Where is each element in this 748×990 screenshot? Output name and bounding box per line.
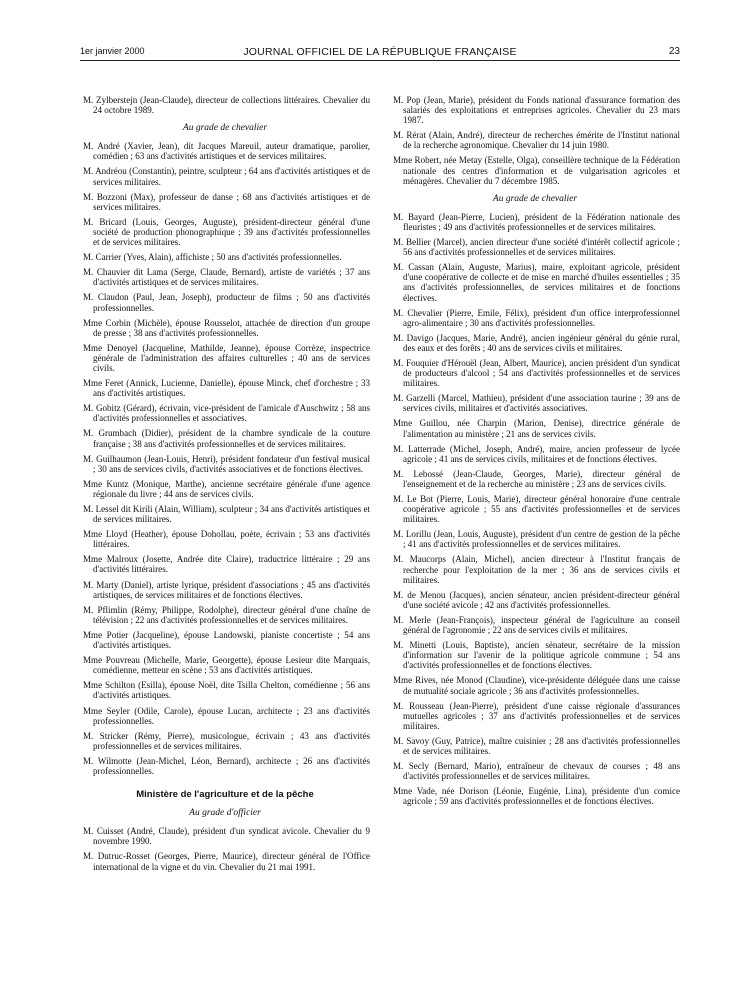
- list-entry: M. Zylberstejn (Jean-Claude), directeur de collections littéraires. Chevalier du 24 octobre 1989.: [83, 95, 370, 116]
- list-entry: Mme Corbin (Michèle), épouse Rousselot, attachée de direction d'un groupe de presse ; 38 ans d'activités professionnelles.: [83, 317, 370, 338]
- list-entry: M. de Menou (Jacques), ancien sénateur, ancien président-directeur général d'une société avicole ; 42 ans d'activités professionnelles.: [393, 589, 680, 610]
- list-entry: M. Grumbach (Didier), président de la chambre syndicale de la couture française ; 38 ans d'activités professionnelles et de services militaires.: [83, 428, 370, 449]
- list-entry: M. Bricard (Louis, Georges, Auguste), président-directeur général d'une société de production phonographique ; 39 ans d'activités professionnelles et de services militaires.: [83, 216, 370, 248]
- section-subheading: Au grade d'officier: [189, 808, 261, 819]
- list-entry: M. Fouquier d'Hérouël (Jean, Albert, Maurice), ancien président d'un syndicat de producteurs d'alcool ; 54 ans d'activités professionnelles et de services militaires.: [393, 357, 680, 389]
- left-column: [80, 95, 370, 877]
- list-entry: Mme Malroux (Josette, Andrée dite Claire), traductrice littéraire ; 29 ans d'activités littéraires.: [83, 554, 370, 575]
- left-officier-list: [80, 826, 370, 871]
- list-entry: Mme Pouvreau (Michelle, Marie, Georgette), épouse Lesieur dite Marquais, comédienne, metteur en scène ; 53 ans d'activités artistiques.: [83, 655, 370, 676]
- right-officier-list: [390, 95, 680, 186]
- list-entry: M. Chauvier dit Lama (Serge, Claude, Bernard), artiste de variétés ; 37 ans d'activités artistiques et de services militaires.: [83, 267, 370, 288]
- list-entry: M. Latterrade (Michel, Joseph, André), maire, ancien professeur de lycée agricole ; 41 ans de services civils, militaires et de fonctions électives.: [393, 443, 680, 464]
- list-entry: M. Pflimlin (Rémy, Philippe, Rodolphe), directeur général d'une chaîne de télévision ; 22 ans d'activités professionnelles et de services militaires.: [83, 604, 370, 625]
- list-entry: M. Stricker (Rémy, Pierre), musicologue, écrivain ; 43 ans d'activités professionnelles et de services militaires.: [83, 730, 370, 751]
- list-entry: M. Andréou (Constantin), peintre, sculpteur ; 64 ans d'activités artistiques et de services militaires.: [83, 166, 370, 187]
- list-entry: M. Rousseau (Jean-Pierre), président d'une caisse régionale d'assurances mutuelles agricoles ; 37 ans d'activités professionnelles et de services militaires.: [393, 700, 680, 731]
- list-entry: Mme Potier (Jacqueline), épouse Landowski, pianiste concertiste ; 54 ans d'activités artistiques.: [83, 629, 370, 651]
- list-entry: M. Bellier (Marcel), ancien directeur d'une société d'intérêt collectif agricole ; 56 ans d'activités professionnelles et de services militaires.: [393, 237, 680, 258]
- list-entry: Mme Feret (Annick, Lucienne, Danielle), épouse Minck, chef d'orchestre ; 33 ans d'activités artistiques.: [83, 378, 370, 399]
- list-entry: M. Bayard (Jean-Pierre, Lucien), président de la Fédération nationale des fleuristes ; 49 ans d'activités professionnelles et de services militaires.: [393, 211, 680, 232]
- list-entry: M. Lorillu (Jean, Louis, Auguste), président d'un centre de gestion de la pêche ; 41 ans d'activités professionnelles et de services militaires.: [393, 529, 680, 550]
- list-entry: M. Maucorps (Alain, Michel), ancien directeur à l'Institut français de recherche pour l'exploitation de la mer ; 36 ans de services civils et militaires.: [393, 554, 680, 585]
- list-entry: M. André (Xavier, Jean), dit Jacques Mareuil, auteur dramatique, parolier, comédien ; 63 ans d'activités artistiques et de services militaires.: [83, 141, 370, 162]
- list-entry: M. Bozzoni (Max), professeur de danse ; 68 ans d'activités artistiques et de services militaires.: [83, 191, 370, 212]
- header-date: 1er janvier 2000: [80, 46, 145, 56]
- list-entry: M. Lebossé (Jean-Claude, Georges, Marie), directeur général de l'enseignement et de la recherche au ministère ; 23 ans de services civils.: [393, 468, 680, 489]
- page-header: [80, 46, 680, 61]
- left-intro: [80, 95, 370, 115]
- list-entry: M. Cuisset (André, Claude), président d'un syndicat avicole. Chevalier du 9 novembre 1990.: [83, 826, 370, 847]
- list-entry: M. Secly (Bernard, Mario), entraîneur de chevaux de courses ; 48 ans d'activités professionnelles et de services militaires.: [393, 761, 680, 782]
- header-title: JOURNAL OFFICIEL DE LA RÉPUBLIQUE FRANÇAISE: [243, 46, 517, 58]
- page-number: 23: [668, 46, 680, 57]
- list-entry: M. Guilhaumon (Jean-Louis, Henri), président fondateur d'un festival musical ; 30 ans de services civils, d'activités associatives et de fonctions électives.: [83, 453, 370, 474]
- list-entry: M. Davigo (Jacques, Marie, André), ancien ingénieur général du génie rural, des eaux et des forêts ; 40 ans de services civils et militaires.: [393, 332, 680, 353]
- section-subheading: Au grade de chevalier: [492, 193, 578, 204]
- list-entry: M. Wilmotte (Jean-Michel, Léon, Bernard), architecte ; 26 ans d'activités professionnelles.: [83, 755, 370, 776]
- list-entry: Mme Guillou, née Charpin (Marion, Denise), directrice générale de l'alimentation au ministère ; 21 ans de services civils.: [393, 418, 680, 439]
- list-entry: M. Gobitz (Gérard), écrivain, vice-président de l'amicale d'Auschwitz ; 58 ans d'activités professionnelles et associatives.: [83, 403, 370, 424]
- list-entry: M. Chevalier (Pierre, Emile, Félix), président d'un office interprofessionnel agro-alimentaire ; 30 ans d'activités professionnelles.: [393, 307, 680, 328]
- list-entry: Mme Robert, née Metay (Estelle, Olga), conseillère technique de la Fédération nationale des centres d'information et de vulgarisation agricoles et ménagères. Chevalier du 7 décembre 1985.: [393, 155, 680, 186]
- ministry-heading: Ministère de l'agriculture et de la pêche: [136, 789, 314, 801]
- list-entry: M. Savoy (Guy, Patrice), maître cuisinier ; 28 ans d'activités professionnelles et de services militaires.: [393, 735, 680, 756]
- list-entry: M. Cassan (Alain, Auguste, Marius), maire, exploitant agricole, président d'une coopérative de collecte et de mise en marché d'huiles essentielles ; 35 ans d'activités professionnelles, de services militaires et de fonctions électives.: [393, 262, 680, 303]
- list-entry: Mme Denoyel (Jacqueline, Mathilde, Jeanne), épouse Corrèze, inspectrice générale de l'administration des affaires culturelles ; 40 ans de services civils.: [83, 342, 370, 373]
- section-subheading: Au grade de chevalier: [182, 123, 268, 134]
- list-entry: M. Merle (Jean-François), inspecteur général de l'agriculture au conseil général de l'agronomie ; 22 ans de services civils et militaires.: [393, 614, 680, 636]
- list-entry: Mme Vade, née Dorison (Léonie, Eugénie, Lina), présidente d'un comice agricole ; 59 ans d'activités professionnelles et de fonctions électives.: [393, 786, 680, 807]
- list-entry: Mme Rives, née Monod (Claudine), vice-présidente déléguée dans une caisse de mutualité sociale agricole ; 36 ans d'activités professionnelles.: [393, 675, 680, 696]
- list-entry: Mme Seyler (Odile, Carole), épouse Lucan, architecte ; 23 ans d'activités professionnelles.: [83, 705, 370, 726]
- right-chevalier-list: [390, 212, 680, 807]
- list-entry: Mme Kuntz (Monique, Marthe), ancienne secrétaire générale d'une agence régionale du livre ; 44 ans de services civils.: [83, 478, 370, 499]
- right-column: [390, 95, 680, 811]
- list-entry: M. Minetti (Louis, Baptiste), ancien sénateur, secrétaire de la mission d'information sur l'avenir de la politique agricole commune ; 54 ans d'activités professionnelles et de fonctions électives.: [393, 640, 680, 671]
- list-entry: M. Rérat (Alain, André), directeur de recherches émérite de l'Institut national de la recherche agronomique. Chevalier du 14 juin 1980.: [393, 130, 680, 151]
- list-entry: M. Claudon (Paul, Jean, Joseph), producteur de films ; 50 ans d'activités professionnelles.: [83, 292, 370, 313]
- list-entry: Mme Lloyd (Heather), épouse Dohollau, poète, écrivain ; 53 ans d'activités littéraires.: [83, 529, 370, 550]
- list-entry: M. Le Bot (Pierre, Louis, Marie), directeur général honoraire d'une centrale coopérative agricole ; 55 ans d'activités professionnelles et de services militaires.: [393, 494, 680, 525]
- list-entry: M. Lessel dit Kirili (Alain, William), sculpteur ; 34 ans d'activités artistiques et de services militaires.: [83, 504, 370, 525]
- left-chevalier-list: [80, 141, 370, 776]
- list-entry: M. Carrier (Yves, Alain), affichiste ; 50 ans d'activités professionnelles.: [83, 252, 342, 263]
- list-entry: M. Marty (Daniel), artiste lyrique, président d'associations ; 45 ans d'activités artistiques, de services militaires et de fonctions électives.: [83, 579, 370, 600]
- list-entry: M. Dutruc-Rosset (Georges, Pierre, Maurice), directeur général de l'Office international de la vigne et du vin. Chevalier du 21 mai 1991.: [83, 851, 370, 872]
- list-entry: M. Garzelli (Marcel, Mathieu), président d'une association taurine ; 39 ans de services civils, militaires et d'activités associatives.: [393, 393, 680, 414]
- list-entry: M. Pop (Jean, Marie), président du Fonds national d'assurance formation des salariés des exploitations et entreprises agricoles. Chevalier du 23 mars 1987.: [393, 95, 680, 126]
- list-entry: Mme Schilton (Esilla), épouse Noël, dite Tsilla Chelton, comédienne ; 56 ans d'activités artistiques.: [83, 680, 370, 701]
